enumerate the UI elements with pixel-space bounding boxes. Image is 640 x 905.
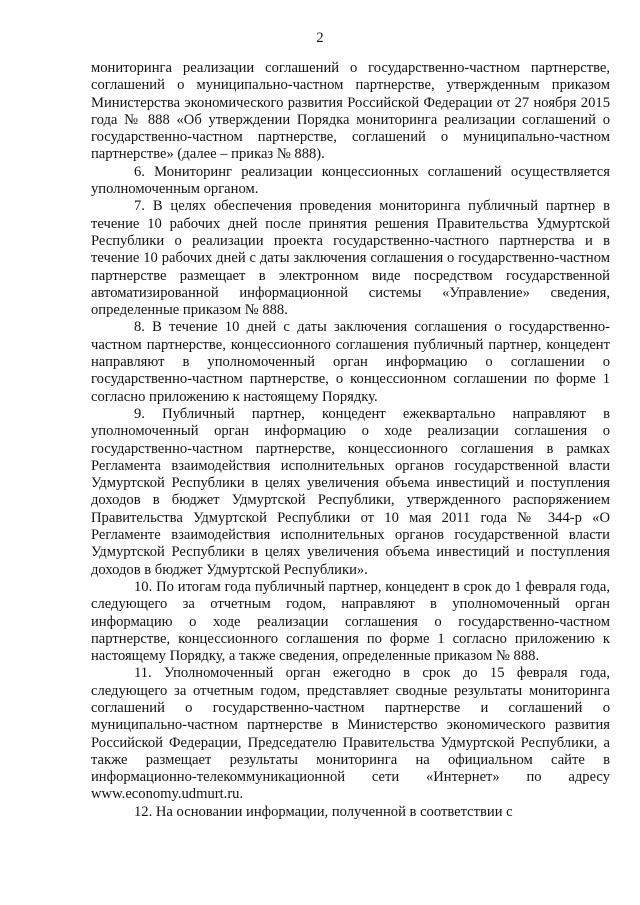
- paragraph-8: 8. В течение 10 дней с даты заключения соглашения о государственно-частном партнерстве, концессионного соглашения публичный партнер, концедент направляют в уполномоченный орган информацию о соглашении о государственно-частном партнерстве, о концессионном соглашении по форме 1 согласно приложению к настоящему Порядку.: [91, 319, 610, 405]
- paragraph-11: 11. Уполномоченный орган ежегодно в срок до 15 февраля года, следующего за отчетным годом, представляет сводные результаты мониторинга соглашений о государственно-частном партнерстве и соглашений о муниципально-частном партнерстве в Министерство экономического развития Российской Федерации, Председателю Правительства Удмуртской Республики, а также размещает результаты мониторинга на официальном сайте в информационно-телекоммуникационной сети «Интернет» по адресу www.economy.udmurt.ru.: [91, 665, 610, 803]
- paragraph-continuation: мониторинга реализации соглашений о государственно-частном партнерстве, соглашений о муниципально-частном партнерстве, утвержденным приказом Министерства экономического развития Российской Федерации от 27 ноября 2015 года № 888 «Об утверждении Порядка мониторинга реализации соглашений о государственно-частном партнерстве, соглашений о муниципально-частном партнерстве» (далее – приказ № 888).: [91, 60, 610, 163]
- paragraph-6: 6. Мониторинг реализации концессионных соглашений осуществляется уполномоченным органом.: [91, 163, 610, 198]
- paragraph-10: 10. По итогам года публичный партнер, концедент в срок до 1 февраля года, следующего за отчетным годом, направляют в уполномоченный орган информацию о ходе реализации соглашения о государственно-частном партнерстве, концессионного соглашения по форме 1 согласно приложению к настоящему Порядку, а также сведения, определенные приказом № 888.: [91, 578, 610, 665]
- paragraph-12: 12. На основании информации, полученной в соответствии с: [134, 803, 513, 820]
- paragraph-7: 7. В целях обеспечения проведения мониторинга публичный партнер в течение 10 рабочих дней после принятия решения Правительства Удмуртской Республики о реализации проекта государственно-частного партнерства и в течение 10 рабочих дней с даты заключения соглашения о государственно-частном партнерстве размещает в электронном виде посредством государственной автоматизированной информационной системы «Управление» сведения, определенные приказом № 888.: [91, 198, 610, 319]
- paragraph-9: 9. Публичный партнер, концедент ежеквартально направляют в уполномоченный орган информацию о ходе реализации соглашения о государственно-частном партнерстве, концессионного соглашения в рамках Регламента взаимодействия исполнительных органов государственной власти Удмуртской Республики в целях увеличения объема инвестиций и поступления доходов в бюджет Удмуртской Республики, утвержденного распоряжением Правительства Удмуртской Республики от 10 мая 2011 года № 344-р «О Регламенте взаимодействия исполнительных органов государственной власти Удмуртской Республики в целях увеличения объема инвестиций и поступления доходов в бюджет Удмуртской Республики».: [91, 405, 610, 578]
- page-number: 2: [316, 30, 324, 46]
- document-body: [91, 60, 610, 821]
